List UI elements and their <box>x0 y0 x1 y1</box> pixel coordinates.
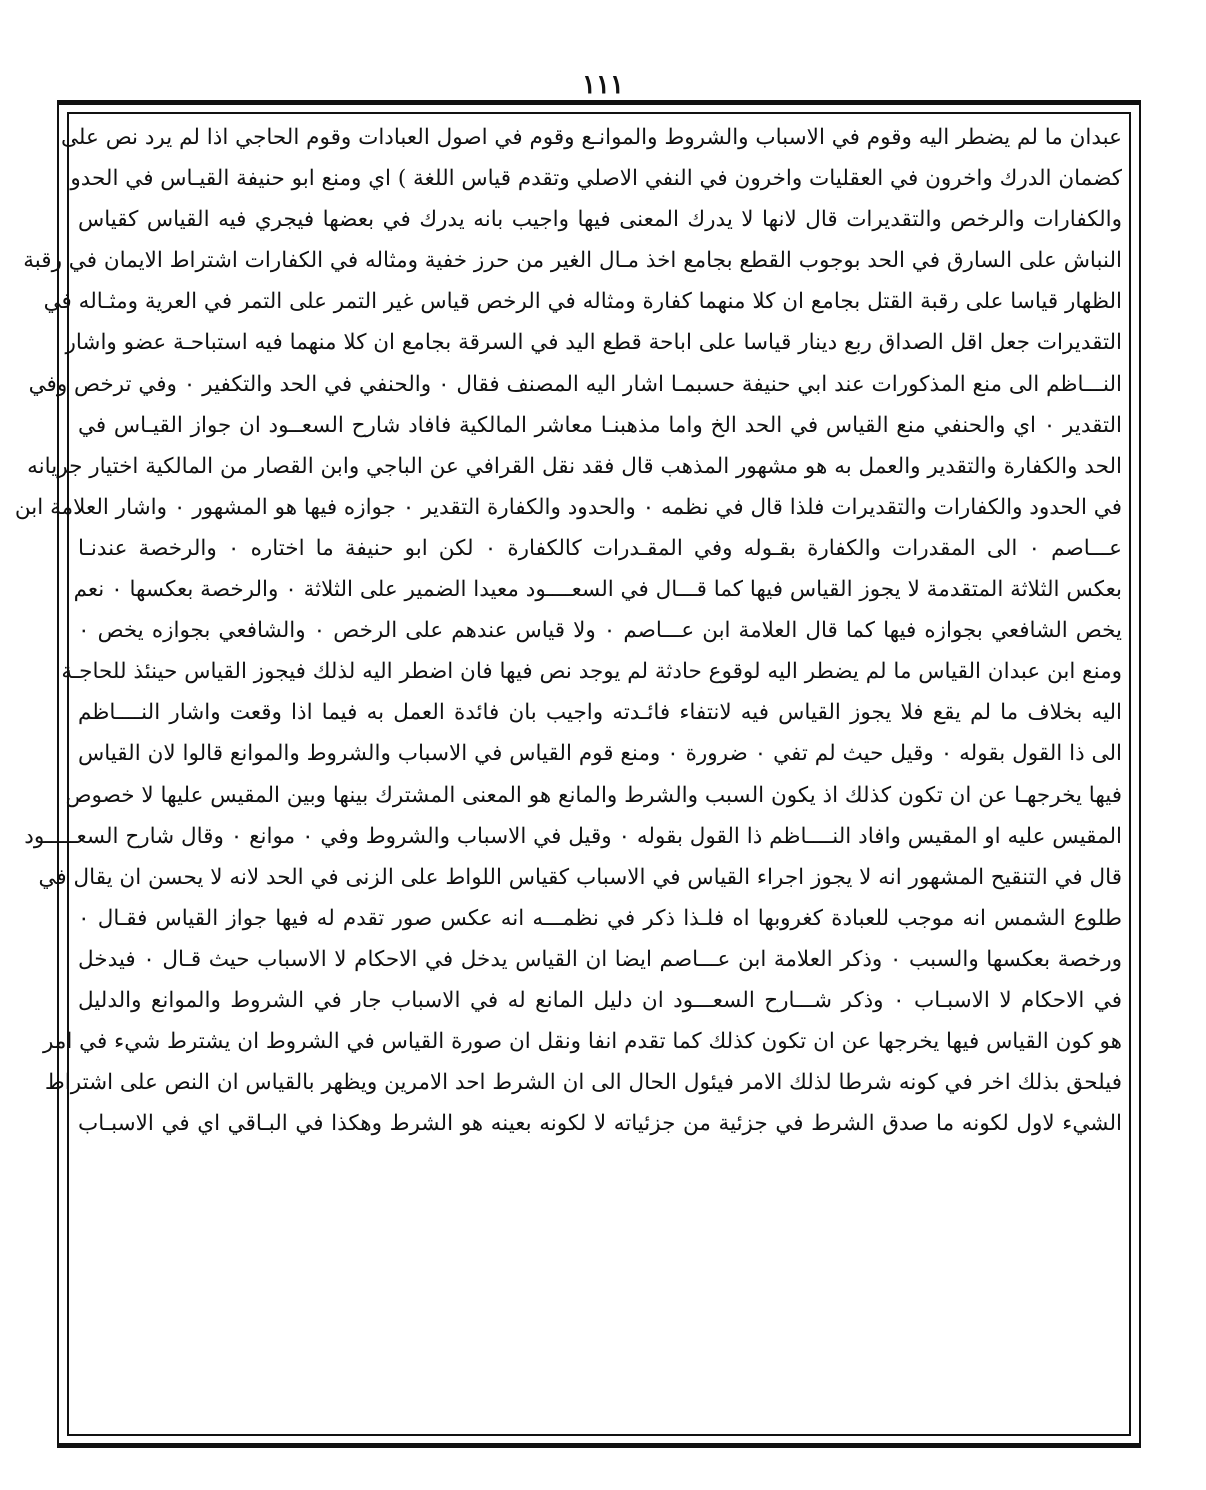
text-line: هو كون القياس فيها يخرجها عن ان تكون كذلك كما تقدم انفا ونقل ان صورة القياس في الشروط ان يشترط شيء في امر <box>42 1029 1122 1055</box>
text-line: كضمان الدرك واخرون في العقليات واخرون في النفي الاصلي وتقدم قياس اللغة ) اي ومنع ابو حنيفة القيـاس في الحدو <box>70 166 1122 192</box>
text-line: ورخصة بعكسها والسبب ٠ وذكر العلامة ابن عـــاصم ايضا ان القياس يدخل في الاحكام لا الاسباب حيث قـال ٠ فيدخل <box>78 946 1122 972</box>
text-line: طلوع الشمس انه موجب للعبادة كغروبها اه فلـذا ذكر في نظمـــه انه عكس صور تقدم له فيها جواز القياس فقـال ٠ <box>78 905 1122 931</box>
text-line: فيها يخرجهـا عن ان تكون كذلك اذ يكون السبب والشرط والمانع هو المعنى المشترك بينها وبين المقيس عليها لا خصوص <box>65 782 1122 808</box>
text-line: اليه بخلاف ما لم يقع فلا يجوز القياس فيه لانتفاء فائـدته واجيب بان فائدة العمل به فيما اذا وقعت واشار النــــاظم <box>78 700 1122 726</box>
text-line: في الحدود والكفارات والتقديرات فلذا قال في نظمه ٠ والحدود والكفارة التقدير ٠ جوازه فيها هو المشهور ٠ واشار العلامة ابن <box>14 494 1122 520</box>
text-line: في الاحكام لا الاسبـاب ٠ وذكر شـــارح السعـــود ان دليل المانع له في الاسباب جار في الشروط والموانع والدليل <box>78 987 1122 1013</box>
text-line: الى ذا القول بقوله ٠ وقيل حيث لم تفي ٠ ضرورة ٠ ومنع قوم القياس في الاسباب والشروط والموانع قالوا لان القياس <box>78 741 1122 767</box>
text-line: عـــاصم ٠ الى المقدرات والكفارة بقـوله وفي المقـدرات كالكفارة ٠ لكن ابو حنيفة ما اختاره ٠ والرخصة عندنـا <box>78 535 1122 561</box>
main-text <box>14 117 1123 1433</box>
text-line: فيلحق بذلك اخر في كونه شرطا لذلك الامر فيئول الحال الى ان الشرط احد الامرين ويظهر بالقياس ان النص على اشتراط <box>44 1070 1122 1096</box>
page-number: ١١١ <box>582 70 624 100</box>
text-line: التقدير ٠ اي والحنفي منع القياس في الحد الخ واما مذهبنـا معاشر المالكية فافاد شارح السعــود ان جواز القيـاس في <box>78 412 1122 438</box>
text-line: التقديرات جعل اقل الصداق ربع دينار قياسا على اباحة قطع اليد في السرقة بجامع ان كلا منهما فيه استباحـة عضو واشار <box>65 330 1122 356</box>
text-line: النباش على السارق في الحد بوجوب القطع بجامع اخذ مـال الغير من حرز خفية ومثاله في الكفارات اشتراط الايمان في رقبة <box>23 248 1122 274</box>
text-line: ومنع ابن عبدان القياس ما لم يضطر اليه لوقوع حادثة لم يوجد نص فيها فان اضطر اليه لذلك فيجوز القياس حينئذ للحاجـة <box>61 659 1122 685</box>
text-line: قال في التنقيح المشهور انه لا يجوز اجراء القياس في الاسباب كقياس اللواط على الزنى في الحد لانه لا يحسن ان يقال في <box>38 864 1122 890</box>
text-line: الظهار قياسا على رقبة القتل بجامع ان كلا منهما كفارة ومثاله في الرخص قياس غير التمر على التمر في العرية ومثـاله في <box>43 289 1122 315</box>
text-line: بعكس الثلاثة المتقدمة لا يجوز القياس فيها كما قـــال في السعــــود معيدا الضمير على الثلاثة ٠ والرخصة بعكسها ٠ نعم <box>73 577 1122 603</box>
text-line: يخص الشافعي بجوازه فيها كما قال العلامة ابن عـــاصم ٠ ولا قياس عندهم على الرخص ٠ والشافعي بجوازه يخص ٠ <box>78 618 1123 644</box>
text-line: المقيس عليه او المقيس وافاد النــــاظم ذا القول بقوله ٠ وقيل في الاسباب والشروط وفي ٠ موانع ٠ وقال شارح السعـــــود <box>24 823 1122 849</box>
text-line: الشيء لاول لكونه ما صدق الشرط في جزئية من جزئياته لا لكونه بعينه هو الشرط وهكذا في البـاقي اي في الاسبـاب <box>78 1111 1122 1137</box>
text-line: النـــاظم الى منع المذكورات عند ابي حنيفة حسبمـا اشار اليه المصنف فقال ٠ والحنفي في الحد والتكفير ٠ وفي ترخص وفي <box>28 371 1122 397</box>
text-line: والكفارات والرخص والتقديرات قال لانها لا يدرك المعنى فيها واجيب بانه يدرك في بعضها فيجري فيه القياس كقياس <box>78 207 1122 233</box>
text-line: الحد والكفارة والتقدير والعمل به هو مشهور المذهب قال فقد نقل القرافي عن الباجي وابن القصار من المالكية اختيار جريانه <box>27 453 1122 479</box>
text-line: عبدان ما لم يضطر اليه وقوم في الاسباب والشروط والموانـع وقوم في اصول العبادات وقوم الحاجي اذا لم يرد نص على <box>61 125 1122 150</box>
